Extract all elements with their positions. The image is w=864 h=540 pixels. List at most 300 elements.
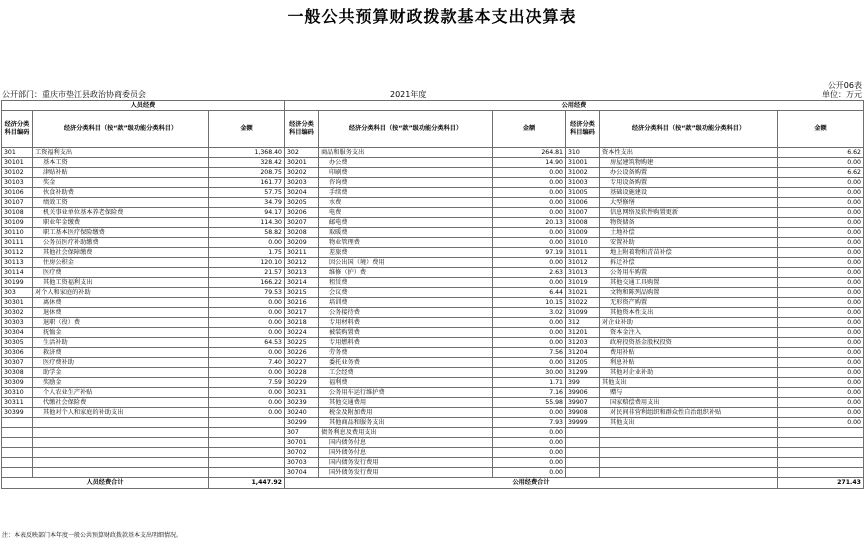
empty-cell	[566, 458, 600, 468]
row-amount: 7.40	[209, 358, 285, 368]
table-row	[2, 278, 864, 288]
row-amount: 0.00	[493, 438, 566, 448]
row-amount: 0.00	[493, 198, 566, 208]
row-code: 30703	[285, 458, 319, 468]
row-amount: 166.22	[209, 278, 285, 288]
table-note: 注：本表反映部门本年度一般公共预算财政拨款基本支出明细情况。	[2, 532, 183, 539]
table-row	[2, 288, 864, 298]
row-amount: 1.71	[493, 378, 566, 388]
row-name: 物业管理费	[319, 238, 493, 248]
row-amount: 34.79	[209, 198, 285, 208]
table-row	[2, 238, 864, 248]
row-code: 31002	[566, 168, 600, 178]
empty-cell	[600, 448, 778, 458]
row-name: 公务用车购置	[600, 268, 778, 278]
empty-cell	[2, 438, 33, 448]
row-amount: 57.75	[209, 188, 285, 198]
row-amount: 208.75	[209, 168, 285, 178]
row-amount: 58.82	[209, 228, 285, 238]
row-amount: 0.00	[493, 468, 566, 478]
row-code: 30209	[285, 238, 319, 248]
row-amount: 0.00	[778, 398, 864, 408]
row-code: 30207	[285, 218, 319, 228]
row-amount: 114.30	[209, 218, 285, 228]
row-name: 资本金注入	[600, 328, 778, 338]
row-name: 租赁费	[319, 278, 493, 288]
row-amount: 0.00	[493, 408, 566, 418]
table-row	[2, 188, 864, 198]
empty-cell	[566, 438, 600, 448]
row-code: 30302	[2, 308, 33, 318]
row-name: 代缴社会保险费	[33, 398, 209, 408]
row-code: 31022	[566, 298, 600, 308]
row-amount: 0.00	[778, 178, 864, 188]
unit-label: 单位：万元	[822, 90, 862, 99]
row-name: 其他支出	[600, 418, 778, 428]
empty-cell	[33, 428, 209, 438]
row-code: 30206	[285, 208, 319, 218]
row-name: 信息网络及软件购置更新	[600, 208, 778, 218]
row-amount: 7.16	[493, 388, 566, 398]
row-amount: 0.00	[778, 408, 864, 418]
empty-cell	[778, 458, 864, 468]
row-amount: 0.00	[778, 298, 864, 308]
table-row	[2, 178, 864, 188]
row-amount: 0.00	[778, 218, 864, 228]
table-row	[2, 198, 864, 208]
row-code: 30311	[2, 398, 33, 408]
row-amount: 1.75	[209, 248, 285, 258]
row-code: 31005	[566, 188, 600, 198]
row-name: 机关事业单位基本养老保险费	[33, 208, 209, 218]
row-code: 30110	[2, 228, 33, 238]
row-code: 30239	[285, 398, 319, 408]
empty-cell	[600, 458, 778, 468]
row-name: 其他商品和服务支出	[319, 418, 493, 428]
row-code: 30701	[285, 438, 319, 448]
row-name: 基本工资	[33, 158, 209, 168]
row-code: 31019	[566, 278, 600, 288]
row-code: 31007	[566, 208, 600, 218]
table-row	[2, 438, 864, 448]
section-header-row	[2, 101, 864, 111]
row-name: 住房公积金	[33, 258, 209, 268]
row-amount: 0.00	[778, 258, 864, 268]
row-code: 30106	[2, 188, 33, 198]
row-amount: 55.98	[493, 398, 566, 408]
row-amount: 0.00	[778, 378, 864, 388]
row-code: 30112	[2, 248, 33, 258]
row-code: 302	[285, 148, 319, 158]
empty-cell	[2, 468, 33, 478]
row-code: 30204	[285, 188, 319, 198]
row-name: 商品和服务支出	[319, 148, 493, 158]
row-amount: 0.00	[493, 168, 566, 178]
table-row	[2, 448, 864, 458]
row-code: 31009	[566, 228, 600, 238]
table-row	[2, 388, 864, 398]
row-name: 伙食补助费	[33, 188, 209, 198]
table-row	[2, 318, 864, 328]
row-amount: 0.00	[493, 208, 566, 218]
row-amount: 0.00	[778, 328, 864, 338]
row-code: 30224	[285, 328, 319, 338]
table-row	[2, 348, 864, 358]
row-amount: 7.56	[493, 348, 566, 358]
header-code: 经济分类科目编码	[2, 111, 33, 148]
empty-cell	[33, 418, 209, 428]
row-name: 培训费	[319, 298, 493, 308]
row-code: 30303	[2, 318, 33, 328]
row-name: 办公设备购置	[600, 168, 778, 178]
year-label: 2021年度	[390, 90, 427, 99]
row-amount: 0.00	[778, 288, 864, 298]
row-name: 债务利息及费用支出	[319, 428, 493, 438]
row-name: 专用燃料费	[319, 338, 493, 348]
row-code: 301	[2, 148, 33, 158]
header-code: 经济分类科目编码	[285, 111, 319, 148]
table-row	[2, 258, 864, 268]
row-name: 其他资本性支出	[600, 308, 778, 318]
row-code: 30213	[285, 268, 319, 278]
empty-cell	[2, 428, 33, 438]
row-code: 30299	[285, 418, 319, 428]
table-row	[2, 148, 864, 158]
row-name: 公务用车运行维护费	[319, 388, 493, 398]
row-name: 差旅费	[319, 248, 493, 258]
row-amount: 0.00	[778, 358, 864, 368]
row-name: 政府投资基金股权投资	[600, 338, 778, 348]
row-amount: 0.00	[209, 348, 285, 358]
row-amount: 0.00	[209, 318, 285, 328]
row-code: 31203	[566, 338, 600, 348]
row-code: 31021	[566, 288, 600, 298]
row-code: 30227	[285, 358, 319, 368]
report-meta	[0, 89, 864, 100]
row-code: 30107	[2, 198, 33, 208]
row-name: 费用补贴	[600, 348, 778, 358]
row-amount: 0.00	[209, 298, 285, 308]
row-name: 离休费	[33, 298, 209, 308]
row-name: 赠与	[600, 388, 778, 398]
table-row	[2, 358, 864, 368]
row-amount: 0.00	[493, 318, 566, 328]
row-amount: 0.00	[493, 458, 566, 468]
row-code: 30215	[285, 288, 319, 298]
row-name: 其他交通费用	[319, 398, 493, 408]
table-row	[2, 158, 864, 168]
table-row	[2, 218, 864, 228]
row-code: 312	[566, 318, 600, 328]
row-name: 地上附着物和青苗补偿	[600, 248, 778, 258]
row-code: 39999	[566, 418, 600, 428]
row-code: 30199	[2, 278, 33, 288]
row-name: 职业年金缴费	[33, 218, 209, 228]
row-name: 其他对企业补助	[600, 368, 778, 378]
row-amount: 0.00	[778, 318, 864, 328]
row-name: 水费	[319, 198, 493, 208]
empty-cell	[2, 458, 33, 468]
empty-cell	[209, 428, 285, 438]
row-code: 30231	[285, 388, 319, 398]
row-amount: 20.13	[493, 218, 566, 228]
row-name: 印刷费	[319, 168, 493, 178]
empty-cell	[778, 428, 864, 438]
row-code: 30103	[2, 178, 33, 188]
row-code: 39906	[566, 388, 600, 398]
row-amount: 120.10	[209, 258, 285, 268]
row-code: 30304	[2, 328, 33, 338]
row-name: 国内债务发行费用	[319, 458, 493, 468]
row-amount: 6.44	[493, 288, 566, 298]
row-name: 个人农业生产补贴	[33, 388, 209, 398]
row-code: 30309	[2, 378, 33, 388]
row-code: 399	[566, 378, 600, 388]
empty-cell	[600, 438, 778, 448]
empty-cell	[33, 448, 209, 458]
row-name: 退职（役）费	[33, 318, 209, 328]
row-name: 办公费	[319, 158, 493, 168]
row-amount: 0.00	[778, 308, 864, 318]
row-amount: 264.81	[493, 148, 566, 158]
row-name: 其他交通工具购置	[600, 278, 778, 288]
row-amount: 64.53	[209, 338, 285, 348]
row-name: 手续费	[319, 188, 493, 198]
row-name: 对民间非营利组织和群众性自治组织补贴	[600, 408, 778, 418]
row-amount: 0.00	[209, 368, 285, 378]
row-amount: 7.93	[493, 418, 566, 428]
table-row	[2, 398, 864, 408]
table-row	[2, 208, 864, 218]
section-personnel: 人员经费	[2, 101, 285, 111]
table-row	[2, 268, 864, 278]
row-amount: 21.57	[209, 268, 285, 278]
row-code: 30212	[285, 258, 319, 268]
row-code: 30229	[285, 378, 319, 388]
row-amount: 2.63	[493, 268, 566, 278]
row-amount: 0.00	[778, 188, 864, 198]
row-name: 其他对个人和家庭的补助支出	[33, 408, 209, 418]
table-row	[2, 338, 864, 348]
row-name: 会议费	[319, 288, 493, 298]
row-name: 土地补偿	[600, 228, 778, 238]
row-amount: 97.19	[493, 248, 566, 258]
row-amount: 0.00	[493, 258, 566, 268]
row-code: 39908	[566, 408, 600, 418]
header-code: 经济分类科目编码	[566, 111, 600, 148]
row-amount: 30.00	[493, 368, 566, 378]
table-row	[2, 468, 864, 478]
row-code: 30108	[2, 208, 33, 218]
row-name: 对个人和家庭的补助	[33, 288, 209, 298]
row-code: 30228	[285, 368, 319, 378]
row-name: 津贴补贴	[33, 168, 209, 178]
row-amount: 7.59	[209, 378, 285, 388]
row-amount: 0.00	[778, 238, 864, 248]
row-amount: 0.00	[209, 388, 285, 398]
empty-cell	[566, 448, 600, 458]
row-code: 30109	[2, 218, 33, 228]
row-code: 31011	[566, 248, 600, 258]
table-row	[2, 458, 864, 468]
row-name: 文物和陈列品购置	[600, 288, 778, 298]
row-code: 30399	[2, 408, 33, 418]
row-amount: 10.15	[493, 298, 566, 308]
row-name: 其他工资福利支出	[33, 278, 209, 288]
row-name: 安置补助	[600, 238, 778, 248]
row-code: 31201	[566, 328, 600, 338]
row-code: 31204	[566, 348, 600, 358]
row-name: 医疗费补助	[33, 358, 209, 368]
row-code: 30111	[2, 238, 33, 248]
empty-cell	[566, 428, 600, 438]
row-name: 其他支出	[600, 378, 778, 388]
row-code: 31299	[566, 368, 600, 378]
row-amount: 0.00	[209, 408, 285, 418]
row-code: 30216	[285, 298, 319, 308]
row-code: 30214	[285, 278, 319, 288]
row-amount: 0.00	[493, 228, 566, 238]
row-code: 30205	[285, 198, 319, 208]
row-amount: 0.00	[778, 348, 864, 358]
row-code: 30114	[2, 268, 33, 278]
row-name: 对企业补助	[600, 318, 778, 328]
row-name: 公务接待费	[319, 308, 493, 318]
public-total-label: 公用经费合计	[285, 478, 778, 489]
row-name: 拆迁补偿	[600, 258, 778, 268]
empty-cell	[209, 468, 285, 478]
row-amount: 79.53	[209, 288, 285, 298]
row-amount: 14.90	[493, 158, 566, 168]
table-row	[2, 328, 864, 338]
row-code: 30702	[285, 448, 319, 458]
empty-cell	[778, 438, 864, 448]
row-code: 39907	[566, 398, 600, 408]
row-name: 绩效工资	[33, 198, 209, 208]
row-code: 31008	[566, 218, 600, 228]
row-code: 30217	[285, 308, 319, 318]
empty-cell	[33, 468, 209, 478]
header-name: 经济分类科目（按“款”级功能分类科目）	[319, 111, 493, 148]
row-code: 310	[566, 148, 600, 158]
row-amount: 0.00	[778, 158, 864, 168]
department-label: 公开部门：重庆市垫江县政治协商委员会	[2, 90, 146, 99]
row-code: 30113	[2, 258, 33, 268]
row-name: 被装购置费	[319, 328, 493, 338]
empty-cell	[33, 458, 209, 468]
row-name: 工会经费	[319, 368, 493, 378]
row-amount: 6.62	[778, 148, 864, 158]
row-code: 30226	[285, 348, 319, 358]
header-amount: 金额	[209, 111, 285, 148]
row-name: 税金及附加费用	[319, 408, 493, 418]
row-code: 31006	[566, 198, 600, 208]
row-amount: 94.17	[209, 208, 285, 218]
table-row	[2, 378, 864, 388]
row-code: 30310	[2, 388, 33, 398]
row-name: 福利费	[319, 378, 493, 388]
row-code: 31012	[566, 258, 600, 268]
row-amount: 0.00	[493, 328, 566, 338]
row-amount: 328.42	[209, 158, 285, 168]
row-name: 资本性支出	[600, 148, 778, 158]
row-name: 抚恤金	[33, 328, 209, 338]
row-amount: 161.77	[209, 178, 285, 188]
row-amount: 0.00	[778, 248, 864, 258]
row-amount: 0.00	[778, 388, 864, 398]
table-row	[2, 408, 864, 418]
row-name: 国外债务发行费用	[319, 468, 493, 478]
row-amount: 1,368.40	[209, 148, 285, 158]
row-name: 国外债务付息	[319, 448, 493, 458]
empty-cell	[600, 428, 778, 438]
table-row	[2, 368, 864, 378]
row-code: 30301	[2, 298, 33, 308]
table-row	[2, 428, 864, 438]
row-amount: 0.00	[778, 278, 864, 288]
row-amount: 0.00	[778, 418, 864, 428]
row-code: 30101	[2, 158, 33, 168]
row-name: 国家赔偿费用支出	[600, 398, 778, 408]
row-amount: 0.00	[493, 338, 566, 348]
empty-cell	[209, 448, 285, 458]
row-name: 基础设施建设	[600, 188, 778, 198]
row-code: 30201	[285, 158, 319, 168]
personnel-total-label: 人员经费合计	[2, 478, 209, 489]
row-amount: 0.00	[778, 268, 864, 278]
row-name: 委托业务费	[319, 358, 493, 368]
row-code: 30208	[285, 228, 319, 238]
row-name: 无形资产购置	[600, 298, 778, 308]
row-name: 电费	[319, 208, 493, 218]
row-amount: 0.00	[209, 238, 285, 248]
row-code: 30307	[2, 358, 33, 368]
row-amount: 0.00	[493, 178, 566, 188]
row-name: 助学金	[33, 368, 209, 378]
row-name: 物资储备	[600, 218, 778, 228]
header-amount: 金额	[493, 111, 566, 148]
table-row	[2, 168, 864, 178]
table-row	[2, 308, 864, 318]
row-name: 救济费	[33, 348, 209, 358]
row-name: 生活补助	[33, 338, 209, 348]
header-name: 经济分类科目（按“款”级功能分类科目）	[600, 111, 778, 148]
row-code: 30102	[2, 168, 33, 178]
table-row	[2, 418, 864, 428]
empty-cell	[209, 438, 285, 448]
row-code: 303	[2, 288, 33, 298]
expenditure-table	[1, 100, 864, 489]
row-amount: 0.00	[778, 198, 864, 208]
row-name: 退休费	[33, 308, 209, 318]
row-name: 工资福利支出	[33, 148, 209, 158]
row-name: 专用设备购置	[600, 178, 778, 188]
row-name: 专用材料费	[319, 318, 493, 328]
row-name: 利息补贴	[600, 358, 778, 368]
row-code: 31205	[566, 358, 600, 368]
row-name: 职工基本医疗保险缴费	[33, 228, 209, 238]
table-row	[2, 298, 864, 308]
empty-cell	[2, 418, 33, 428]
row-amount: 6.62	[778, 168, 864, 178]
row-name: 国内债务付息	[319, 438, 493, 448]
row-code: 30225	[285, 338, 319, 348]
empty-cell	[2, 448, 33, 458]
empty-cell	[778, 448, 864, 458]
row-code: 31001	[566, 158, 600, 168]
row-amount: 0.00	[493, 428, 566, 438]
row-code: 30211	[285, 248, 319, 258]
